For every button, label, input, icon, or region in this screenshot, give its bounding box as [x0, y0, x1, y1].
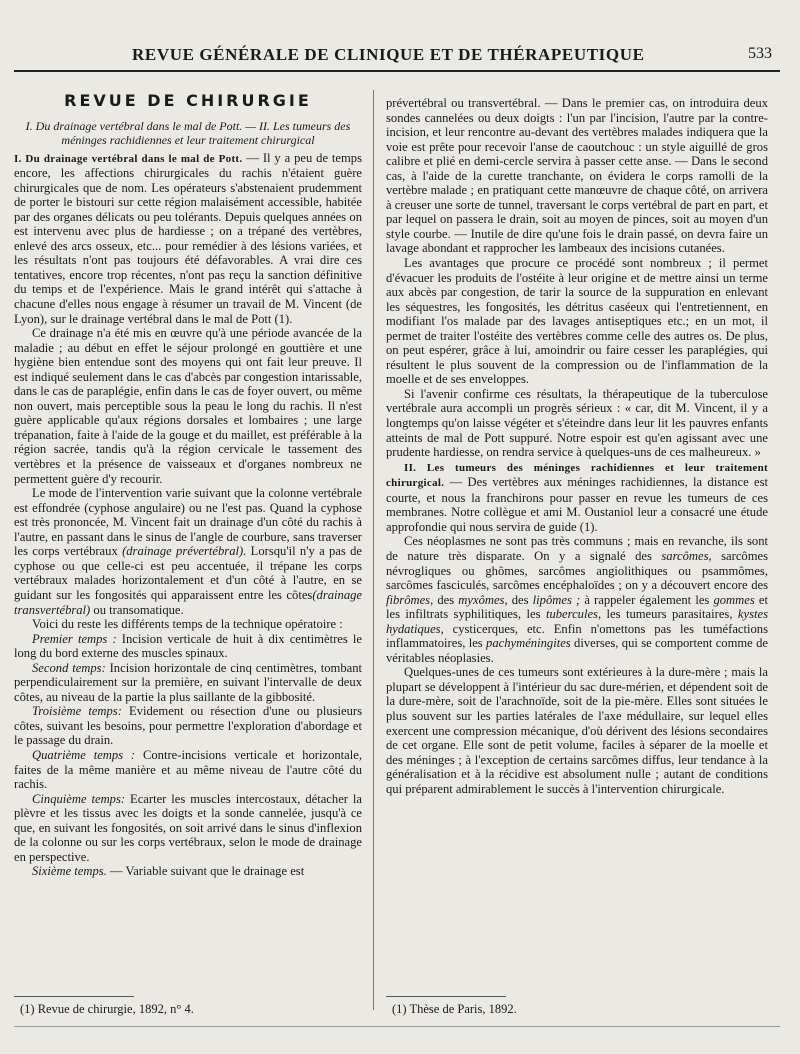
paragraph-text: Ecarter les muscles intercostaux, détacher la plèvre et les tissus avec les doigts et la sonde cannelée, jusqu'à ce que, en suivant les fongosités, on soit arrivé dans le sinus d'inflexion de la colonne ou sur les corps vertébraux, selon le mode de drainage en perspective.: [14, 791, 362, 864]
step-paragraph: [14, 864, 362, 879]
paragraph-text: à rappeler également les: [580, 592, 714, 607]
paragraph-text: Le mode de l'intervention varie suivant que la colonne vertébrale est effondrée (cyphose angulaire) ou ne l'est pas. Quand la cyphose est très prononcée, M. Vincent fait un drainage d'un côté du rachis à l'autre, en passant dans le sinus de l'angle de courbure, sans traverser les corps vertébraux: [14, 486, 362, 559]
step-paragraph: [14, 704, 362, 748]
left-column: [14, 90, 362, 879]
paragraph-text: Incision horizontale de cinq centimètres, tombant perpendiculairement sur la première, en suivant l'intervalle de deux côtes, au niveau de la partie la plus saillante de la gibbosité.: [14, 660, 362, 704]
bottom-rule: [14, 1026, 780, 1027]
emphasis: kystes hydatiques,: [386, 607, 768, 636]
step-label: Sixième temps.: [32, 864, 107, 879]
emphasis: gommes: [713, 592, 755, 607]
column-divider: [373, 90, 374, 1010]
emphasis: lipômes ;: [532, 592, 581, 607]
emphasis: tubercules,: [545, 607, 602, 622]
paragraph-text: — Il y a peu de temps encore, les affections chirurgicales du rachis n'étaient guère chirurgicales que de nom. Les opérateurs s'abstenaient prudemment de porter le bistouri sur cette région malaisément accessible, habitée par des organes délicats ou peu tolérants. Depuis quelques années on est intervenu avec plus de hardiesse ; on a trépané des vertèbres, enlevé des arcs osseux, etc... pour remédier à des lésions variées, et les résultats n'ont pas toujours été défavorables. A vrai dire ces tentatives, encore trop récentes, n'ont pas reçu la sanction définitive du temps et de l'expérience. Mais le grand intérêt qui s'attache à chacune d'elles nous engage à résumer un travail de M. Vincent (de Lyon), sur le drainage vertébral dans le mal de Pott (1).: [14, 150, 363, 326]
paragraph: Si l'avenir confirme ces résultats, la thérapeutique de la tuberculose vertébrale aura accompli un progrès sérieux : « car, dit M. Vincent, il y a longtemps qu'on laisse végéter et s'éteindre dans leur lit les pauvres enfants atteints de mal de Pott suppuré. Notre espoir est qu'en agissant avec une prudente hardiesse, on rendra service à quelques-uns de ces malheureux. »: [386, 386, 768, 460]
paragraph-text: ou transomatique.: [90, 602, 184, 617]
paragraph-text: — Variable suivant que le drainage est: [106, 864, 305, 879]
step-paragraph: [14, 792, 362, 865]
paragraph: Les avantages que procure ce procédé sont nombreux ; il permet d'évacuer les produits de l'ostéite à leur origine et de mettre ainsi un terme aux abcès par congestion, de tarir la source de la suppuration en enlevant les séquestres, les fongosités, les détritus caséeux qui l'entretiennent, en modifiant l'os malade par des lavages antiseptiques etc.; en un mot, il permet de traiter l'ostéite des vertèbres comme celle des autres os. De plus, on peut espérer, grâce à lui, amoindrir ou faire cesser les paraplégies, qui résultent le plus souvent de la compression ou de l'inflammation de la moelle et de ses enveloppes.: [386, 256, 768, 387]
step-label: Troisième temps:: [32, 704, 122, 719]
step-paragraph: [14, 661, 362, 705]
step-paragraph: [14, 748, 362, 792]
emphasis: (drainage prévertébral).: [122, 544, 247, 559]
paragraph-text: — Des vertèbres aux méninges rachidiennes, la distance est courte, et nous la franchirons pour passer en revue les tumeurs de ces membranes. Notre collègue et ami M. Oustaniol leur a consacré une étude approfondie qui nous servira de guide (1).: [386, 475, 768, 534]
emphasis: (drainage transvertébral): [14, 587, 362, 617]
paragraph-text: Incision verticale de huit à dix centimètres le long du bord externe des muscles spinaux.: [14, 631, 362, 661]
paragraph: Voici du reste les différents temps de la technique opératoire :: [32, 617, 343, 632]
running-title: REVUE GÉNÉRALE DE CLINIQUE ET DE THÉRAPEUTIQUE: [132, 45, 645, 64]
emphasis: myxômes,: [458, 592, 508, 607]
subsection-heading: I. Du drainage vertébral dans le mal de Pott.: [14, 152, 243, 165]
paragraph-text: des: [507, 592, 533, 607]
paragraph-text: et les infiltrats syphilitiques, les: [386, 592, 768, 622]
paragraph-text: diverses, qui se comportent comme de véritables néoplasies.: [386, 636, 768, 665]
paragraph-text: Evidement ou résection d'une ou plusieurs côtes, suivant les besoins, pour permettre l'exploration d'abordage et le passage du drain.: [14, 704, 362, 748]
paragraph-text: cysticerques, etc. Enfin n'omettons pas les tuméfactions inflammatoires, les: [386, 621, 768, 651]
header-rule: [14, 70, 780, 72]
paragraph: Ce drainage n'a été mis en œuvre qu'à une période avancée de la maladie ; au début en effet le séjour prolongé en gouttière et une hygiène bien entendue sont des moyens qui ont fait leur preuve. Il est indiqué seulement dans le cas d'abcès par congestion intarissable, dans le cas de paraplégie, enfin dans le cas de foyer ouvert, ou même non ouvert, mais perceptible sous la peau le long du rachis. Il n'est guère applicable qu'aux régions dorsales et lombaires ; une large trépanation, faite à l'aide de la gouge et du maillet, est préférable à la région sacrée, tandis qu'à la région cervicale le tassement des vertèbres et la présence de vaisseaux et d'organes nombreux ne permettent guère d'y recourir.: [14, 326, 362, 486]
paragraph: Quelques-unes de ces tumeurs sont extérieures à la dure-mère ; mais la plupart se développent à l'intérieur du sac dure-mérien, et dépendent soit de la dure-mère, soit de l'arachnoïde, soit de la pie-mère. Elles sont situées le plus souvent sur les parties latérales de l'axe médullaire, sur lequel elles exercent une compression mécanique, d'où dérivent des lésions secondaires de cet organe. Elle sont de petit volume, faciles à séparer de la moelle et des méninges ; à l'exception de certains sarcômes diffus, leur tendance à la généralisation et à la récidive est absolument nulle ; autant de conditions qui préparent admirablement le succès à l'intervention chirurgicale.: [386, 665, 768, 796]
footnote-rule: [386, 996, 506, 997]
step-label: Second temps:: [32, 660, 106, 675]
paragraph-text: sarcômes névrogliques ou ghômes, sarcômes angiolithiques ou psammômes, sarcômes fasciculés, sarcômes encéphaloïdes ; on y a découvert encore des: [386, 548, 768, 593]
page-number: 533: [748, 45, 772, 62]
emphasis: fibrômes,: [386, 592, 434, 607]
emphasis: sarcômes,: [661, 548, 712, 563]
section-contents: I. Du drainage vertébral dans le mal de Pott. — II. Les tumeurs des méninges rachidiennes et leur traitement chirurgical: [25, 118, 351, 147]
paragraph-text: des: [433, 592, 459, 607]
step-paragraph: [14, 632, 362, 661]
paragraph: [14, 151, 362, 327]
footnote-left: (1) Revue de chirurgie, 1892, n° 4.: [20, 1002, 194, 1016]
subsection-heading: II. Les tumeurs des méninges rachidiennes et leur traitement chirurgical.: [386, 461, 768, 490]
right-column: [386, 96, 768, 796]
step-label: Quatrième temps :: [32, 747, 136, 762]
paragraph-text: les tumeurs parasitaires,: [601, 607, 738, 622]
page-header: [14, 38, 780, 74]
footnote-rule: [14, 996, 134, 997]
paragraph: [386, 460, 768, 535]
paragraph: prévertébral ou transvertébral. — Dans le premier cas, on introduira deux sondes cannelées ou deux doigts : l'un par l'incision, l'autre par la contre-incision, et leur rencontre au-devant des vertèbres malades indiquera que la voie est prête pour recevoir l'anse de caoutchouc : un style aiguillé de gros calibre et plié en demi-cercle servira à passer cette anse. — Dans le second cas, à l'aide de la curette tranchante, on évidera le corps ramolli de la vertèbre malade ; en pratiquant cette manœuvre de chaque côté, on arrivera à creuser une sorte de tunnel, traversant le corps vertébral de part en part, et par lequel on passera le drain, soit au moyen de pinces, soit au moyen d'un style courbe. — Inutile de dire qu'une fois le drain passé, on devra faire un lavage abondant et rapprocher les lambeaux des incisions cutanées.: [386, 96, 768, 256]
footnote-right: (1) Thèse de Paris, 1892.: [392, 1002, 517, 1016]
paragraph: [14, 486, 362, 617]
step-label: Cinquième temps:: [32, 791, 126, 806]
paragraph-text: Contre-incisions verticale et horizontale, faites de la même manière et au même niveau de l'autre côté du rachis.: [14, 747, 363, 792]
step-label: Premier temps :: [32, 631, 117, 646]
emphasis: pachyméningites: [486, 636, 571, 651]
paragraph-text: Lorsqu'il n'y a pas de cyphose ou que celle-ci est peu accentuée, il trépane les corps vertébraux malades horizontalement et d'un côté à l'autre, en se guidant sur les fongosités qui apparaissent entre les côtes: [14, 544, 362, 602]
paragraph-text: Ces néoplasmes ne sont pas très communs ; mais en revanche, ils sont de nature très disparate. On y a signalé des: [386, 534, 768, 563]
paragraph: [386, 534, 768, 665]
section-title: REVUE DE CHIRURGIE: [64, 91, 312, 110]
